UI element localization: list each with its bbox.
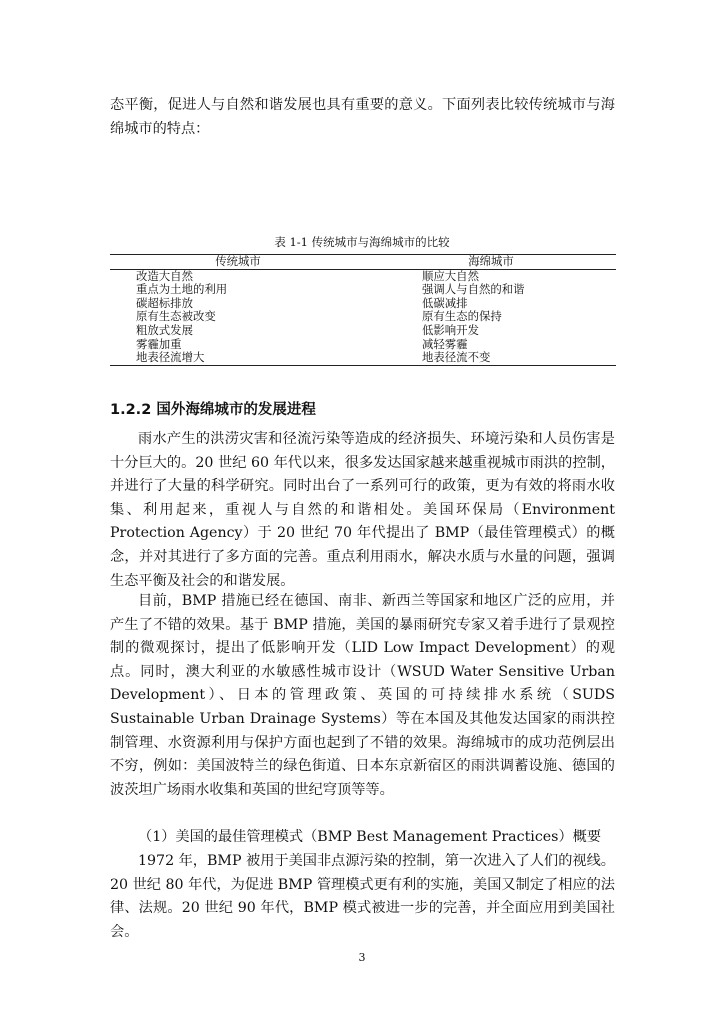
body-paragraph-1: 雨水产生的洪涝灾害和径流污染等造成的经济损失、环境污染和人员伤害是十分巨大的。20 世纪 60 年代以来，很多发达国家越来越重视城市雨洪的控制，并进行了大量的科学研究。同时出台了一系列可行的政策，更为有效的将雨水收集、利用起来，重视人与自然的和谐相处。美国环保局（Environment Protection Agency）于 20 世纪 70 年代提出了 BMP（最佳管理模式）的概念，并对其进行了多方面的完善。重点利用雨水，解决水质与水量的问题，强调生态平衡及社会的和谐发展。	[110, 431, 615, 589]
table-cell: 地表径流不变	[366, 351, 616, 365]
table-row	[110, 297, 616, 311]
table-row	[110, 338, 616, 352]
body-paragraph-2: 目前，BMP 措施已经在德国、南非、新西兰等国家和地区广泛的应用，并产生了不错的效果。基于 BMP 措施，美国的暴雨研究专家又着手进行了景观控制的微观探讨，提出了低影响开发（LID Low Impact Development）的观点。同时，澳大利亚的水敏感性城市设计（WSUD Water Sensitive Urban Development）、日本的管理政策、英国的可持续排水系统（SUDS Sustainable Urban Drainage Systems）等在本国及其他发达国家的雨洪控制管理、水资源利用与保护方面也起到了不错的效果。海绵城市的成功范例层出不穷，例如：美国波特兰的绿色街道、日本东京新宿区的雨洪调蓄设施、德国的波茨坦广场雨水收集和英国的世纪穹顶等等。	[110, 593, 615, 798]
table-cell: 低碳减排	[422, 295, 468, 310]
table-cell: 低影响开发	[422, 322, 479, 337]
table-header-row	[110, 255, 616, 270]
table-cell: 改造大自然	[136, 268, 193, 283]
page-number: 3	[358, 951, 366, 964]
table-row	[110, 310, 616, 324]
body-paragraph-4: 1972 年，BMP 被用于美国非点源污染的控制，第一次进入了人们的视线。20 世纪 80 年代，为促进 BMP 管理模式更有利的实施，美国又制定了相应的法律、法规。20 世纪 90 年代，BMP 模式被进一步的完善，并全面应用到美国社会。	[110, 853, 615, 940]
header-traditional-city: 传统城市	[110, 255, 366, 270]
table-row	[110, 351, 616, 365]
table-cell: 强调人与自然的和谐	[422, 282, 525, 297]
section-heading: 1.2.2 国外海绵城市的发展进程	[110, 402, 316, 418]
table-cell: 原有生态被改变	[136, 309, 216, 324]
table-row	[110, 283, 616, 297]
body-paragraph-3: （1）美国的最佳管理模式（BMP Best Management Practices）概要	[138, 829, 602, 845]
table-row	[110, 324, 616, 338]
table-caption: 表 1-1 传统城市与海绵城市的比较	[274, 235, 450, 249]
table-cell: 碳超标排放	[136, 295, 193, 310]
comparison-table	[110, 254, 616, 366]
table-cell: 重点为土地的利用	[136, 282, 228, 297]
table-cell: 粗放式发展	[136, 322, 193, 337]
header-sponge-city: 海绵城市	[366, 255, 616, 270]
intro-paragraph: 态平衡，促进人与自然和谐发展也具有重要的意义。下面列表比较传统城市与海绵城市的特点：	[110, 97, 615, 137]
table-cell: 原有生态的保持	[422, 309, 502, 324]
table-cell: 雾霾加重	[136, 336, 182, 351]
table-cell: 顺应大自然	[422, 268, 479, 283]
table-cell: 减轻雾霾	[422, 336, 468, 351]
comparison-table-container	[110, 254, 616, 366]
table-row	[110, 269, 616, 283]
table-cell: 地表径流增大	[110, 351, 366, 365]
